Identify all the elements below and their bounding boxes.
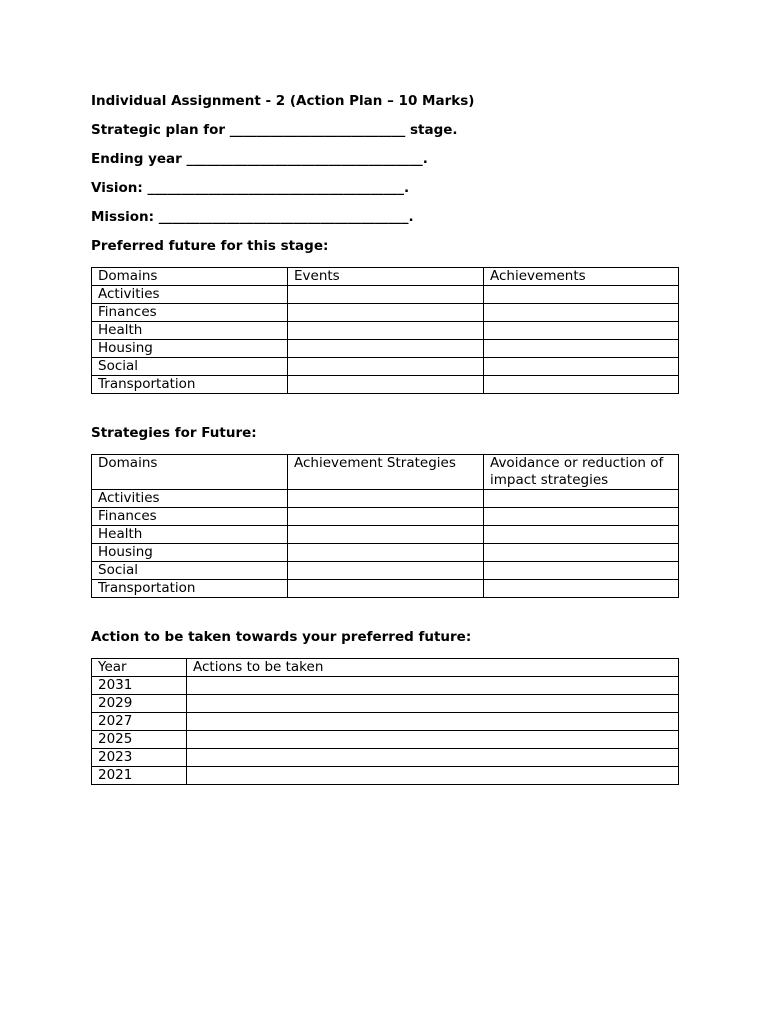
achievements-cell[interactable] bbox=[484, 304, 679, 322]
table-row bbox=[92, 580, 679, 598]
table-row bbox=[92, 749, 679, 767]
domain-cell: Activities bbox=[92, 490, 288, 508]
table-row bbox=[92, 713, 679, 731]
achievement-strategy-cell[interactable] bbox=[288, 580, 484, 598]
table-row bbox=[92, 526, 679, 544]
table-header-row bbox=[92, 659, 679, 677]
header-cell: Achievement Strategies bbox=[288, 455, 484, 490]
action-cell[interactable] bbox=[187, 677, 679, 695]
table-row bbox=[92, 358, 679, 376]
domain-cell: Activities bbox=[92, 286, 288, 304]
domain-cell: Social bbox=[92, 358, 288, 376]
year-cell: 2031 bbox=[92, 677, 187, 695]
table-row bbox=[92, 508, 679, 526]
strategic-plan-line: Strategic plan for __________________________ stage. bbox=[91, 122, 458, 138]
ending-year-line: Ending year ___________________________________. bbox=[91, 151, 428, 167]
avoidance-strategy-cell[interactable] bbox=[484, 562, 679, 580]
domain-cell: Housing bbox=[92, 340, 288, 358]
events-cell[interactable] bbox=[288, 304, 484, 322]
domain-cell: Health bbox=[92, 526, 288, 544]
year-cell: 2027 bbox=[92, 713, 187, 731]
events-cell[interactable] bbox=[288, 322, 484, 340]
document-page bbox=[91, 92, 679, 785]
year-cell: 2025 bbox=[92, 731, 187, 749]
events-cell[interactable] bbox=[288, 340, 484, 358]
table-header-row bbox=[92, 268, 679, 286]
table-row bbox=[92, 544, 679, 562]
header-cell: Avoidance or reduction of impact strategies bbox=[484, 455, 679, 490]
header-cell: Domains bbox=[92, 268, 288, 286]
domain-cell: Housing bbox=[92, 544, 288, 562]
header-cell: Actions to be taken bbox=[187, 659, 679, 677]
domain-cell: Transportation bbox=[92, 376, 288, 394]
achievements-cell[interactable] bbox=[484, 322, 679, 340]
achievement-strategy-cell[interactable] bbox=[288, 544, 484, 562]
events-cell[interactable] bbox=[288, 376, 484, 394]
achievements-cell[interactable] bbox=[484, 286, 679, 304]
domain-cell: Finances bbox=[92, 304, 288, 322]
action-cell[interactable] bbox=[187, 713, 679, 731]
table-header-row bbox=[92, 455, 679, 490]
preferred-future-table bbox=[91, 267, 679, 394]
events-cell[interactable] bbox=[288, 286, 484, 304]
table-row bbox=[92, 695, 679, 713]
domain-cell: Finances bbox=[92, 508, 288, 526]
table-row bbox=[92, 490, 679, 508]
avoidance-strategy-cell[interactable] bbox=[484, 526, 679, 544]
header-cell: Events bbox=[288, 268, 484, 286]
domain-cell: Health bbox=[92, 322, 288, 340]
header-cell: Achievements bbox=[484, 268, 679, 286]
action-cell[interactable] bbox=[187, 695, 679, 713]
assignment-title: Individual Assignment - 2 (Action Plan – 10 Marks) bbox=[91, 93, 475, 109]
table-row bbox=[92, 731, 679, 749]
achievements-cell[interactable] bbox=[484, 340, 679, 358]
achievements-cell[interactable] bbox=[484, 358, 679, 376]
domain-cell: Transportation bbox=[92, 580, 288, 598]
action-cell[interactable] bbox=[187, 731, 679, 749]
year-cell: 2023 bbox=[92, 749, 187, 767]
table-row bbox=[92, 286, 679, 304]
table-row bbox=[92, 562, 679, 580]
strategies-heading: Strategies for Future: bbox=[91, 425, 257, 441]
actions-heading: Action to be taken towards your preferred future: bbox=[91, 629, 472, 645]
action-cell[interactable] bbox=[187, 767, 679, 785]
avoidance-strategy-cell[interactable] bbox=[484, 490, 679, 508]
year-cell: 2029 bbox=[92, 695, 187, 713]
achievements-cell[interactable] bbox=[484, 376, 679, 394]
mission-line: Mission: _____________________________________. bbox=[91, 209, 414, 225]
domain-cell: Social bbox=[92, 562, 288, 580]
avoidance-strategy-cell[interactable] bbox=[484, 580, 679, 598]
avoidance-strategy-cell[interactable] bbox=[484, 544, 679, 562]
achievement-strategy-cell[interactable] bbox=[288, 526, 484, 544]
action-cell[interactable] bbox=[187, 749, 679, 767]
table-row bbox=[92, 322, 679, 340]
header-cell: Domains bbox=[92, 455, 288, 490]
events-cell[interactable] bbox=[288, 358, 484, 376]
table-row bbox=[92, 376, 679, 394]
achievement-strategy-cell[interactable] bbox=[288, 562, 484, 580]
preferred-future-heading: Preferred future for this stage: bbox=[91, 238, 329, 254]
achievement-strategy-cell[interactable] bbox=[288, 490, 484, 508]
table-row bbox=[92, 677, 679, 695]
vision-line: Vision: ______________________________________. bbox=[91, 180, 410, 196]
table-row bbox=[92, 304, 679, 322]
strategies-table bbox=[91, 454, 679, 598]
table-row bbox=[92, 767, 679, 785]
year-cell: 2021 bbox=[92, 767, 187, 785]
actions-table bbox=[91, 658, 679, 785]
achievement-strategy-cell[interactable] bbox=[288, 508, 484, 526]
avoidance-strategy-cell[interactable] bbox=[484, 508, 679, 526]
table-row bbox=[92, 340, 679, 358]
header-cell: Year bbox=[92, 659, 187, 677]
